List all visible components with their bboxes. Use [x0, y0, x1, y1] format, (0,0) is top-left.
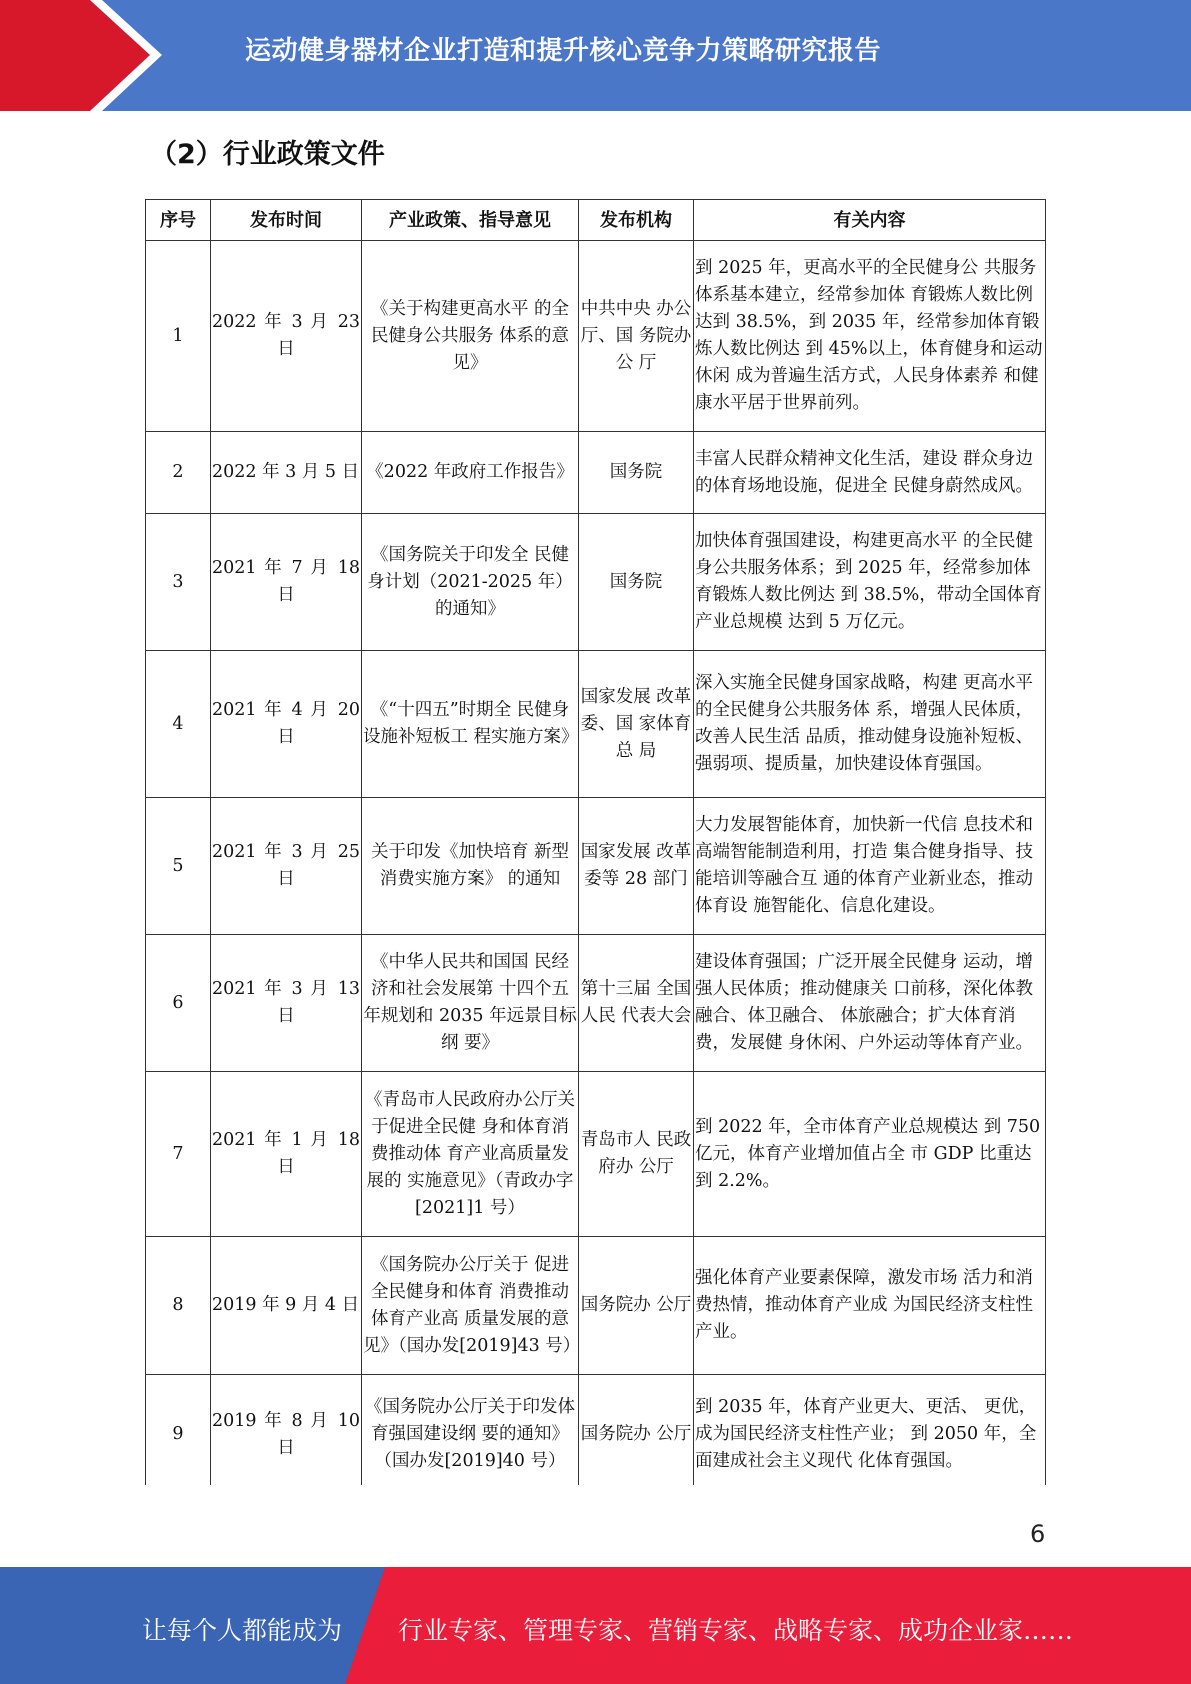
row-date: 2019 年 8 月 10 日 — [211, 1375, 362, 1486]
table-row — [146, 1237, 1046, 1375]
header-policy: 产业政策、指导意见 — [362, 200, 579, 241]
row-no: 2 — [146, 432, 211, 514]
row-content: 大力发展智能体育，加快新一代信 息技术和高端智能制造利用，打造 集合健身指导、技能培训等融合互 通的体育产业新业态，推动体育设 施智能化、信息化建设。 — [694, 798, 1046, 935]
row-content: 建设体育强国；广泛开展全民健身 运动，增强人民体质；推动健康关 口前移，深化体教融合、体卫融合、 体旅融合；扩大体育消费，发展健 身休闲、户外运动等体育产业。 — [694, 935, 1046, 1072]
row-date: 2021 年 1 月 18 日 — [211, 1072, 362, 1237]
table-row — [146, 1375, 1046, 1486]
row-policy: 《青岛市人民政府办公厅关于促进全民健 身和体育消费推动体 育产业高质量发展的 实施意见》（青政办字[2021]1 号） — [362, 1072, 579, 1237]
header-org: 发布机构 — [579, 200, 694, 241]
table-row — [146, 514, 1046, 651]
row-date: 2022 年 3 月 23 日 — [211, 241, 362, 432]
header-date: 发布时间 — [211, 200, 362, 241]
row-org: 中共中央 办公厅、国 务院办公 厅 — [579, 241, 694, 432]
row-policy: 《“十四五”时期全 民健身设施补短板工 程实施方案》 — [362, 651, 579, 798]
row-no: 3 — [146, 514, 211, 651]
section-title: （2）行业政策文件 — [150, 139, 385, 170]
row-policy: 《中华人民共和国国 民经济和社会发展第 十四个五年规划和 2035 年远景目标纲 要》 — [362, 935, 579, 1072]
page-number: 6 — [1030, 1520, 1046, 1548]
row-content: 到 2025 年，更高水平的全民健身公 共服务体系基本建立，经常参加体 育锻炼人数比例达到 38.5%，到 2035 年，经常参加体育锻炼人数比例达 到 45%以上，体育健身和运动休闲 成为普遍生活方式，人民身体素养 和健康水平居于世界前列。 — [694, 241, 1046, 432]
row-no: 9 — [146, 1375, 211, 1486]
footer-slogan-left: 让每个人都能成为 — [142, 1616, 343, 1645]
row-no: 6 — [146, 935, 211, 1072]
row-no: 8 — [146, 1237, 211, 1375]
row-content: 加快体育强国建设，构建更高水平 的全民健身公共服务体系；到 2025 年，经常参加体育锻炼人数比例达 到 38.5%，带动全国体育产业总规模 达到 5 万亿元。 — [694, 514, 1046, 651]
row-policy: 《国务院办公厅关于印发体育强国建设纲 要的通知》（国办发[2019]40 号） — [362, 1375, 579, 1486]
row-org: 第十三届 全国人民 代表大会 — [579, 935, 694, 1072]
row-date: 2021 年 3 月 13 日 — [211, 935, 362, 1072]
row-policy: 《国务院办公厅关于 促进全民健身和体育 消费推动体育产业高 质量发展的意见》（国办发[2019]43 号） — [362, 1237, 579, 1375]
row-content: 丰富人民群众精神文化生活，建设 群众身边的体育场地设施，促进全 民健身蔚然成风。 — [694, 432, 1046, 514]
row-org: 国家发展 改革委、国 家体育总 局 — [579, 651, 694, 798]
row-policy: 《国务院关于印发全 民健身计划（2021-2025 年）的通知》 — [362, 514, 579, 651]
row-date: 2021 年 7 月 18 日 — [211, 514, 362, 651]
row-org: 国务院 — [579, 432, 694, 514]
row-date: 2021 年 4 月 20 日 — [211, 651, 362, 798]
row-date: 2021 年 3 月 25 日 — [211, 798, 362, 935]
header-no: 序号 — [146, 200, 211, 241]
row-org: 国家发展 改革委等 28 部门 — [579, 798, 694, 935]
row-policy: 关于印发《加快培育 新型消费实施方案》 的通知 — [362, 798, 579, 935]
table-header-row — [146, 200, 1046, 241]
table-row — [146, 241, 1046, 432]
row-org: 国务院 — [579, 514, 694, 651]
row-no: 7 — [146, 1072, 211, 1237]
row-policy: 《关于构建更高水平 的全民健身公共服务 体系的意见》 — [362, 241, 579, 432]
row-date: 2022 年 3 月 5 日 — [211, 432, 362, 514]
footer-slogan-right: 行业专家、管理专家、营销专家、战略专家、成功企业家…… — [398, 1616, 1074, 1645]
table-row — [146, 798, 1046, 935]
policy-table-container — [145, 199, 1046, 1485]
row-content: 深入实施全民健身国家战略，构建 更高水平的全民健身公共服务体 系，增强人民体质，改善人民生活 品质，推动健身设施补短板、强弱项、提质量，加快建设体育强国。 — [694, 651, 1046, 798]
row-no: 1 — [146, 241, 211, 432]
header-content: 有关内容 — [694, 200, 1046, 241]
row-no: 4 — [146, 651, 211, 798]
row-no: 5 — [146, 798, 211, 935]
row-org: 国务院办 公厅 — [579, 1375, 694, 1486]
table-row — [146, 651, 1046, 798]
row-policy: 《2022 年政府工作报告》 — [362, 432, 579, 514]
row-content: 到 2022 年，全市体育产业总规模达 到 750 亿元，体育产业增加值占全 市 GDP 比重达到 2.2%。 — [694, 1072, 1046, 1237]
row-date: 2019 年 9 月 4 日 — [211, 1237, 362, 1375]
row-org: 国务院办 公厅 — [579, 1237, 694, 1375]
row-org: 青岛市人 民政府办 公厅 — [579, 1072, 694, 1237]
table-row — [146, 432, 1046, 514]
report-title: 运动健身器材企业打造和提升核心竞争力策略研究报告 — [245, 36, 882, 66]
table-row — [146, 1072, 1046, 1237]
row-content: 强化体育产业要素保障，激发市场 活力和消费热情，推动体育产业成 为国民经济支柱性产业。 — [694, 1237, 1046, 1375]
page-footer — [0, 1567, 1191, 1684]
table-row — [146, 935, 1046, 1072]
policy-table — [145, 199, 1046, 1485]
page-header — [0, 0, 1191, 111]
row-content: 到 2035 年，体育产业更大、更活、 更优，成为国民经济支柱性产业； 到 2050 年，全面建成社会主义现代 化体育强国。 — [694, 1375, 1046, 1486]
